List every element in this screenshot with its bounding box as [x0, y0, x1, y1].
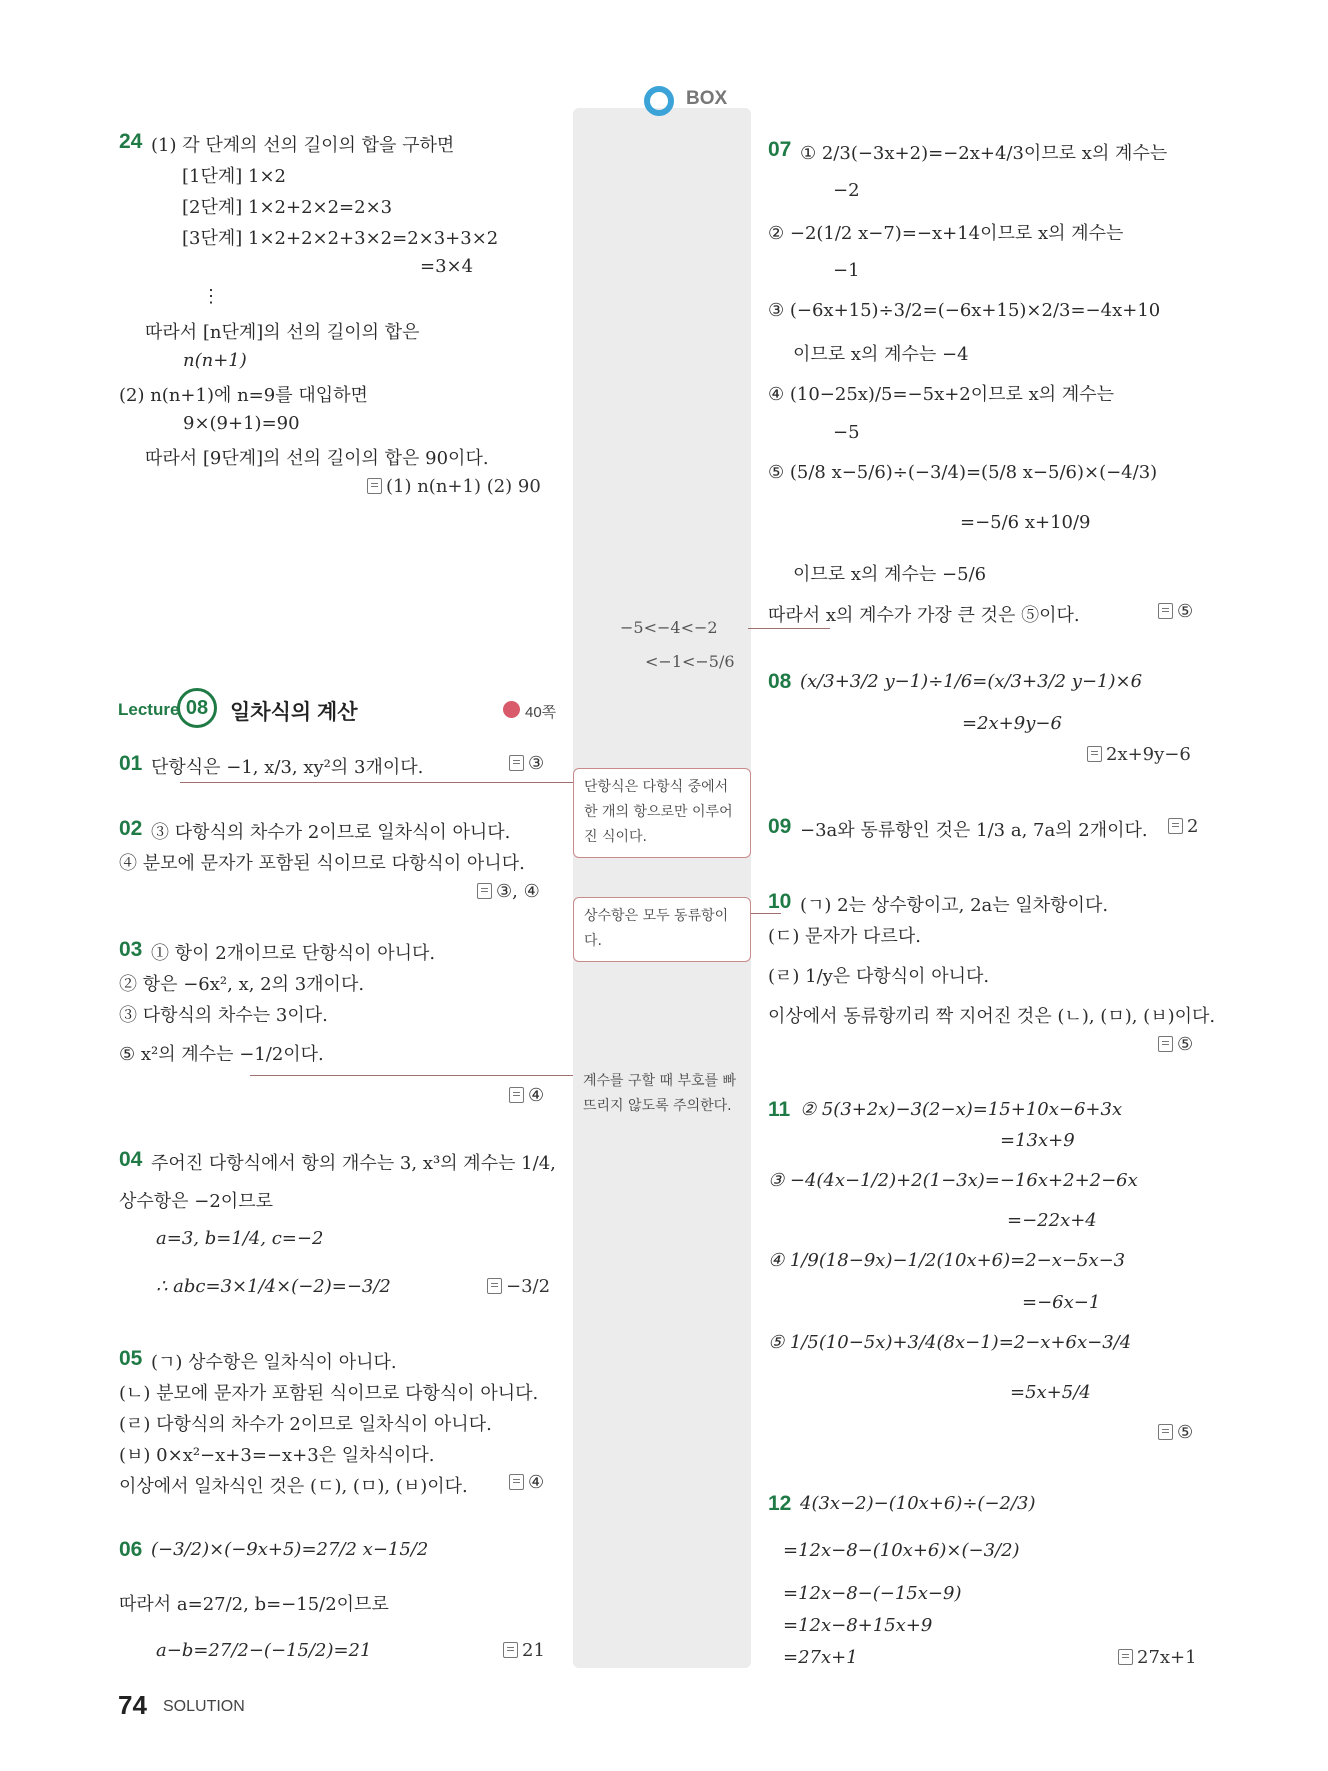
answer: ⑤	[1158, 601, 1193, 622]
problem-number: 04	[119, 1148, 143, 1171]
text-line: −3a와 동류항인 것은 1/3 a, 7a의 2개이다.	[800, 820, 1148, 841]
text-line: 주어진 다항식에서 항의 개수는 3, x³의 계수는 1/4,	[151, 1153, 556, 1174]
text-line: =−5/6 x+10/9	[960, 512, 1091, 533]
answer: 2x+9y−6	[1087, 744, 1191, 765]
text-line: ① 2/3(−3x+2)=−2x+4/3이므로 x의 계수는	[800, 143, 1168, 164]
text-line: ③ 다항식의 차수가 2이므로 일차식이 아니다.	[151, 822, 511, 843]
answer-icon	[1168, 818, 1183, 834]
text-line: ④ 1/9(18−9x)−1/2(10x+6)=2−x−5x−3	[768, 1250, 1126, 1271]
text-line: ② −2(1/2 x−7)=−x+14이므로 x의 계수는	[768, 223, 1124, 244]
lecture-number: 08	[177, 688, 217, 728]
text-line: 이상에서 동류항끼리 짝 지어진 것은 (ㄴ), (ㅁ), (ㅂ)이다.	[768, 1006, 1216, 1027]
text-line: =12x−8−(10x+6)×(−3/2)	[783, 1540, 1020, 1561]
box-label: BOX	[686, 88, 728, 109]
text-line: 단항식은 −1, x/3, xy²의 3개이다.	[151, 757, 424, 778]
text-line: (−3/2)×(−9x+5)=27/2 x−15/2	[151, 1539, 429, 1560]
text-line: 따라서 a=27/2, b=−15/2이므로	[119, 1594, 389, 1615]
problem-number: 02	[119, 817, 143, 840]
text-line: (ㅂ) 0×x²−x+3=−x+3은 일차식이다.	[119, 1445, 435, 1466]
text-line: 따라서 [9단계]의 선의 길이의 합은 90이다.	[145, 448, 489, 469]
text-line: [3단계] 1×2+2×2+3×2=2×3+3×2	[182, 228, 499, 249]
text-line: 이므로 x의 계수는 −5/6	[793, 564, 987, 585]
answer: ④	[509, 1472, 544, 1493]
text-line: 9×(9+1)=90	[183, 413, 300, 434]
text-line: −1	[833, 260, 860, 281]
text-line: ③ 다항식의 차수는 3이다.	[119, 1005, 328, 1026]
text-line: ④ 분모에 문자가 포함된 식이므로 다항식이 아니다.	[119, 853, 525, 874]
q-logo-icon	[644, 86, 674, 116]
answer-icon	[1158, 1036, 1173, 1052]
problem-number: 12	[768, 1492, 792, 1515]
answer-icon	[1118, 1649, 1133, 1665]
answer-icon	[477, 883, 492, 899]
text-line: −5	[833, 422, 860, 443]
sidebar-column	[573, 108, 751, 1668]
answer-icon	[503, 1642, 518, 1658]
text-line: (ㄹ) 다항식의 차수가 2이므로 일차식이 아니다.	[119, 1414, 492, 1435]
text-line: (ㄹ) 1/y은 다항식이 아니다.	[768, 966, 990, 987]
text-line: (1) 각 단계의 선의 길이의 합을 구하면	[151, 135, 455, 156]
problem-number: 10	[768, 890, 792, 913]
text-line: =2x+9y−6	[962, 713, 1062, 734]
answer: ④	[509, 1085, 544, 1106]
text-line: =−6x−1	[1022, 1292, 1101, 1313]
problem-number: 06	[119, 1538, 143, 1561]
text-line: (x/3+3/2 y−1)÷1/6=(x/3+3/2 y−1)×6	[800, 671, 1143, 692]
answer: ③	[509, 753, 544, 774]
lecture-word: Lecture	[118, 700, 180, 719]
problem-number: 05	[119, 1347, 143, 1370]
problem-number: 09	[768, 815, 792, 838]
answer: ⑤	[1158, 1422, 1193, 1443]
text-line: ① 항이 2개이므로 단항식이 아니다.	[151, 943, 436, 964]
answer-icon	[509, 1087, 524, 1103]
answer: (1) n(n+1) (2) 90	[367, 476, 541, 497]
answer: 27x+1	[1118, 1647, 1197, 1668]
text-line: a−b=27/2−(−15/2)=21	[156, 1640, 372, 1661]
leader-line	[778, 628, 830, 629]
problem-number: 24	[119, 130, 143, 153]
text-line: [2단계] 1×2+2×2=2×3	[182, 197, 393, 218]
answer-icon	[509, 1474, 524, 1490]
text-line: =12x−8+15x+9	[783, 1615, 933, 1636]
leader-line	[250, 1075, 573, 1076]
text-line: ③ −4(4x−1/2)+2(1−3x)=−16x+2+2−6x	[768, 1170, 1138, 1191]
text-line: ⑤ (5/8 x−5/6)÷(−3/4)=(5/8 x−5/6)×(−4/3)	[768, 462, 1158, 483]
text-line: 상수항은 −2이므로	[119, 1191, 273, 1212]
answer: 21	[503, 1640, 545, 1661]
page-ref-icon	[503, 701, 520, 718]
problem-number: 07	[768, 138, 792, 161]
problem-number: 01	[119, 752, 143, 775]
answer-icon	[487, 1278, 502, 1294]
text-line: 따라서 x의 계수가 가장 큰 것은 ⑤이다.	[768, 605, 1080, 626]
answer-icon	[509, 755, 524, 771]
text-line: (ㄷ) 문자가 다르다.	[768, 926, 921, 947]
text-line: =5x+5/4	[1010, 1382, 1091, 1403]
text-line: ⑤ x²의 계수는 −1/2이다.	[119, 1044, 324, 1065]
problem-number: 03	[119, 938, 143, 961]
text-line: ② 5(3+2x)−3(2−x)=15+10x−6+3x	[800, 1099, 1123, 1120]
lecture-title: 일차식의 계산	[230, 701, 358, 724]
leader-line	[748, 628, 778, 629]
answer: −3/2	[487, 1276, 550, 1297]
answer-icon	[1087, 746, 1102, 762]
text-line: 따라서 [n단계]의 선의 길이의 합은	[145, 322, 420, 343]
text-line: =−22x+4	[1007, 1210, 1097, 1231]
text-line: (ㄱ) 상수항은 일차식이 아니다.	[151, 1352, 397, 1373]
text-line: =12x−8−(−15x−9)	[783, 1583, 962, 1604]
answer: 2	[1168, 816, 1198, 837]
text-line: 이므로 x의 계수는 −4	[793, 344, 969, 365]
margin-note-box: 단항식은 다항식 중에서 한 개의 항으로만 이루어진 식이다.	[573, 768, 751, 858]
text-line: (ㄴ) 분모에 문자가 포함된 식이므로 다항식이 아니다.	[119, 1383, 539, 1404]
problem-number: 08	[768, 670, 792, 693]
text-line: (2) n(n+1)에 n=9를 대입하면	[119, 385, 368, 406]
answer: ③, ④	[477, 881, 540, 902]
text-line: (ㄱ) 2는 상수항이고, 2a는 일차항이다.	[800, 895, 1109, 916]
text-line: a=3, b=1/4, c=−2	[156, 1228, 324, 1249]
text-line: ③ (−6x+15)÷3/2=(−6x+15)×2/3=−4x+10	[768, 300, 1161, 321]
text-line: ∴ abc=3×1/4×(−2)=−3/2	[156, 1276, 391, 1297]
text-line: ⑤ 1/5(10−5x)+3/4(8x−1)=2−x+6x−3/4	[768, 1332, 1132, 1353]
ellipsis: ⋮	[202, 286, 220, 307]
text-line: =27x+1	[783, 1647, 858, 1668]
page-ref: 40쪽	[525, 704, 557, 721]
text-line: 4(3x−2)−(10x+6)÷(−2/3)	[800, 1493, 1036, 1514]
text-line: n(n+1)	[183, 350, 247, 371]
answer: ⑤	[1158, 1034, 1193, 1055]
margin-note: −5<−4<−2	[620, 618, 718, 637]
problem-number: 11	[768, 1098, 791, 1121]
text-line: ② 항은 −6x², x, 2의 3개이다.	[119, 974, 365, 995]
text-line: =13x+9	[1000, 1130, 1075, 1151]
text-line: [1단계] 1×2	[182, 166, 286, 187]
answer-icon	[1158, 1424, 1173, 1440]
leader-line	[180, 782, 573, 783]
footer-label: SOLUTION	[163, 1698, 245, 1715]
margin-note: <−1<−5/6	[645, 652, 735, 671]
page-number: 74	[118, 1690, 147, 1720]
text-line: ④ (10−25x)/5=−5x+2이므로 x의 계수는	[768, 384, 1115, 405]
answer-icon	[367, 478, 382, 494]
text-line: 이상에서 일차식인 것은 (ㄷ), (ㅁ), (ㅂ)이다.	[119, 1476, 468, 1497]
margin-note-box: 상수항은 모두 동류항이다.	[573, 897, 751, 962]
answer-icon	[1158, 603, 1173, 619]
margin-note: 계수를 구할 때 부호를 빠뜨리지 않도록 주의한다.	[583, 1073, 737, 1114]
text-line: =3×4	[420, 256, 474, 277]
text-line: −2	[833, 180, 860, 201]
